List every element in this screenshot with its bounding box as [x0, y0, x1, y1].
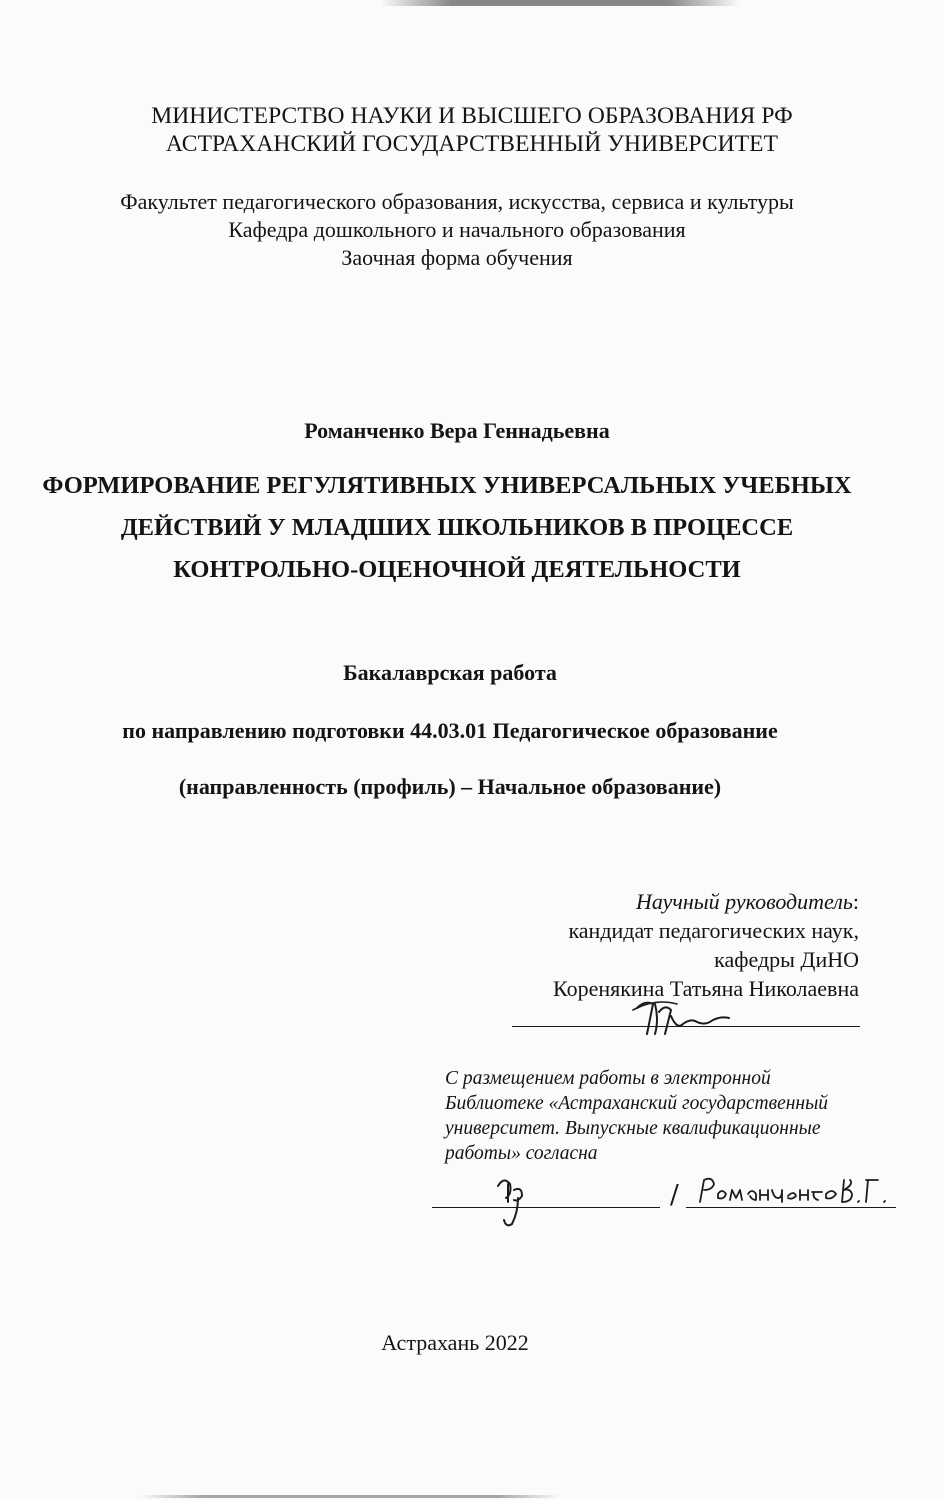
department-name: Кафедра дошкольного и начального образования — [228, 217, 686, 242]
training-profile: (направленность (профиль) – Начальное образование) — [178, 774, 722, 799]
supervisor-degree: кандидат педагогических наук, — [568, 918, 859, 943]
city-year: Астрахань 2022 — [381, 1330, 529, 1355]
consent-line-2: Библиотеке «Астраханский государственный — [445, 1093, 829, 1114]
faculty-name: Факультет педагогического образования, искусства, сервиса и культуры — [120, 189, 794, 214]
training-direction: по направлению подготовки 44.03.01 Педагогическое образование — [122, 718, 778, 743]
university-name: АСТРАХАНСКИЙ ГОСУДАРСТВЕННЫЙ УНИВЕРСИТЕТ — [165, 131, 779, 157]
consent-line-1: С размещением работы в электронной — [445, 1068, 771, 1089]
supervisor-label-line — [636, 889, 859, 915]
scan-edge-bottom — [140, 1495, 560, 1498]
supervisor-position: кафедры ДиНО — [714, 947, 859, 972]
thesis-title-line-2: ДЕЙСТВИЙ У МЛАДШИХ ШКОЛЬНИКОВ В ПРОЦЕССЕ — [120, 514, 794, 541]
thesis-title-line-1: ФОРМИРОВАНИЕ РЕГУЛЯТИВНЫХ УНИВЕРСАЛЬНЫХ УЧЕБНЫХ — [42, 472, 852, 499]
supervisor-name: Коренякина Татьяна Николаевна — [552, 976, 859, 1001]
consent-line-4: работы» согласна — [445, 1143, 598, 1164]
work-type: Бакалаврская работа — [343, 660, 557, 685]
signature-separator: / — [670, 1180, 679, 1210]
author-name: Романченко Вера Геннадьевна — [304, 418, 610, 443]
supervisor-label: Научный руководитель — [635, 889, 853, 914]
scan-edge-top — [380, 0, 740, 6]
ministry-name: МИНИСТЕРСТВО НАУКИ И ВЫСШЕГО ОБРАЗОВАНИЯ РФ — [151, 103, 793, 129]
supervisor-signature — [625, 990, 735, 1050]
study-form: Заочная форма обучения — [341, 245, 573, 270]
student-signature-line — [432, 1207, 660, 1208]
student-signature — [488, 1172, 538, 1230]
consent-line-3: университет. Выпускные квалификационные — [445, 1118, 821, 1139]
handwritten-student-name — [694, 1172, 899, 1212]
supervisor-label-colon: : — [852, 889, 859, 914]
thesis-title-line-3: КОНТРОЛЬНО-ОЦЕНОЧНОЙ ДЕЯТЕЛЬНОСТИ — [173, 556, 741, 583]
